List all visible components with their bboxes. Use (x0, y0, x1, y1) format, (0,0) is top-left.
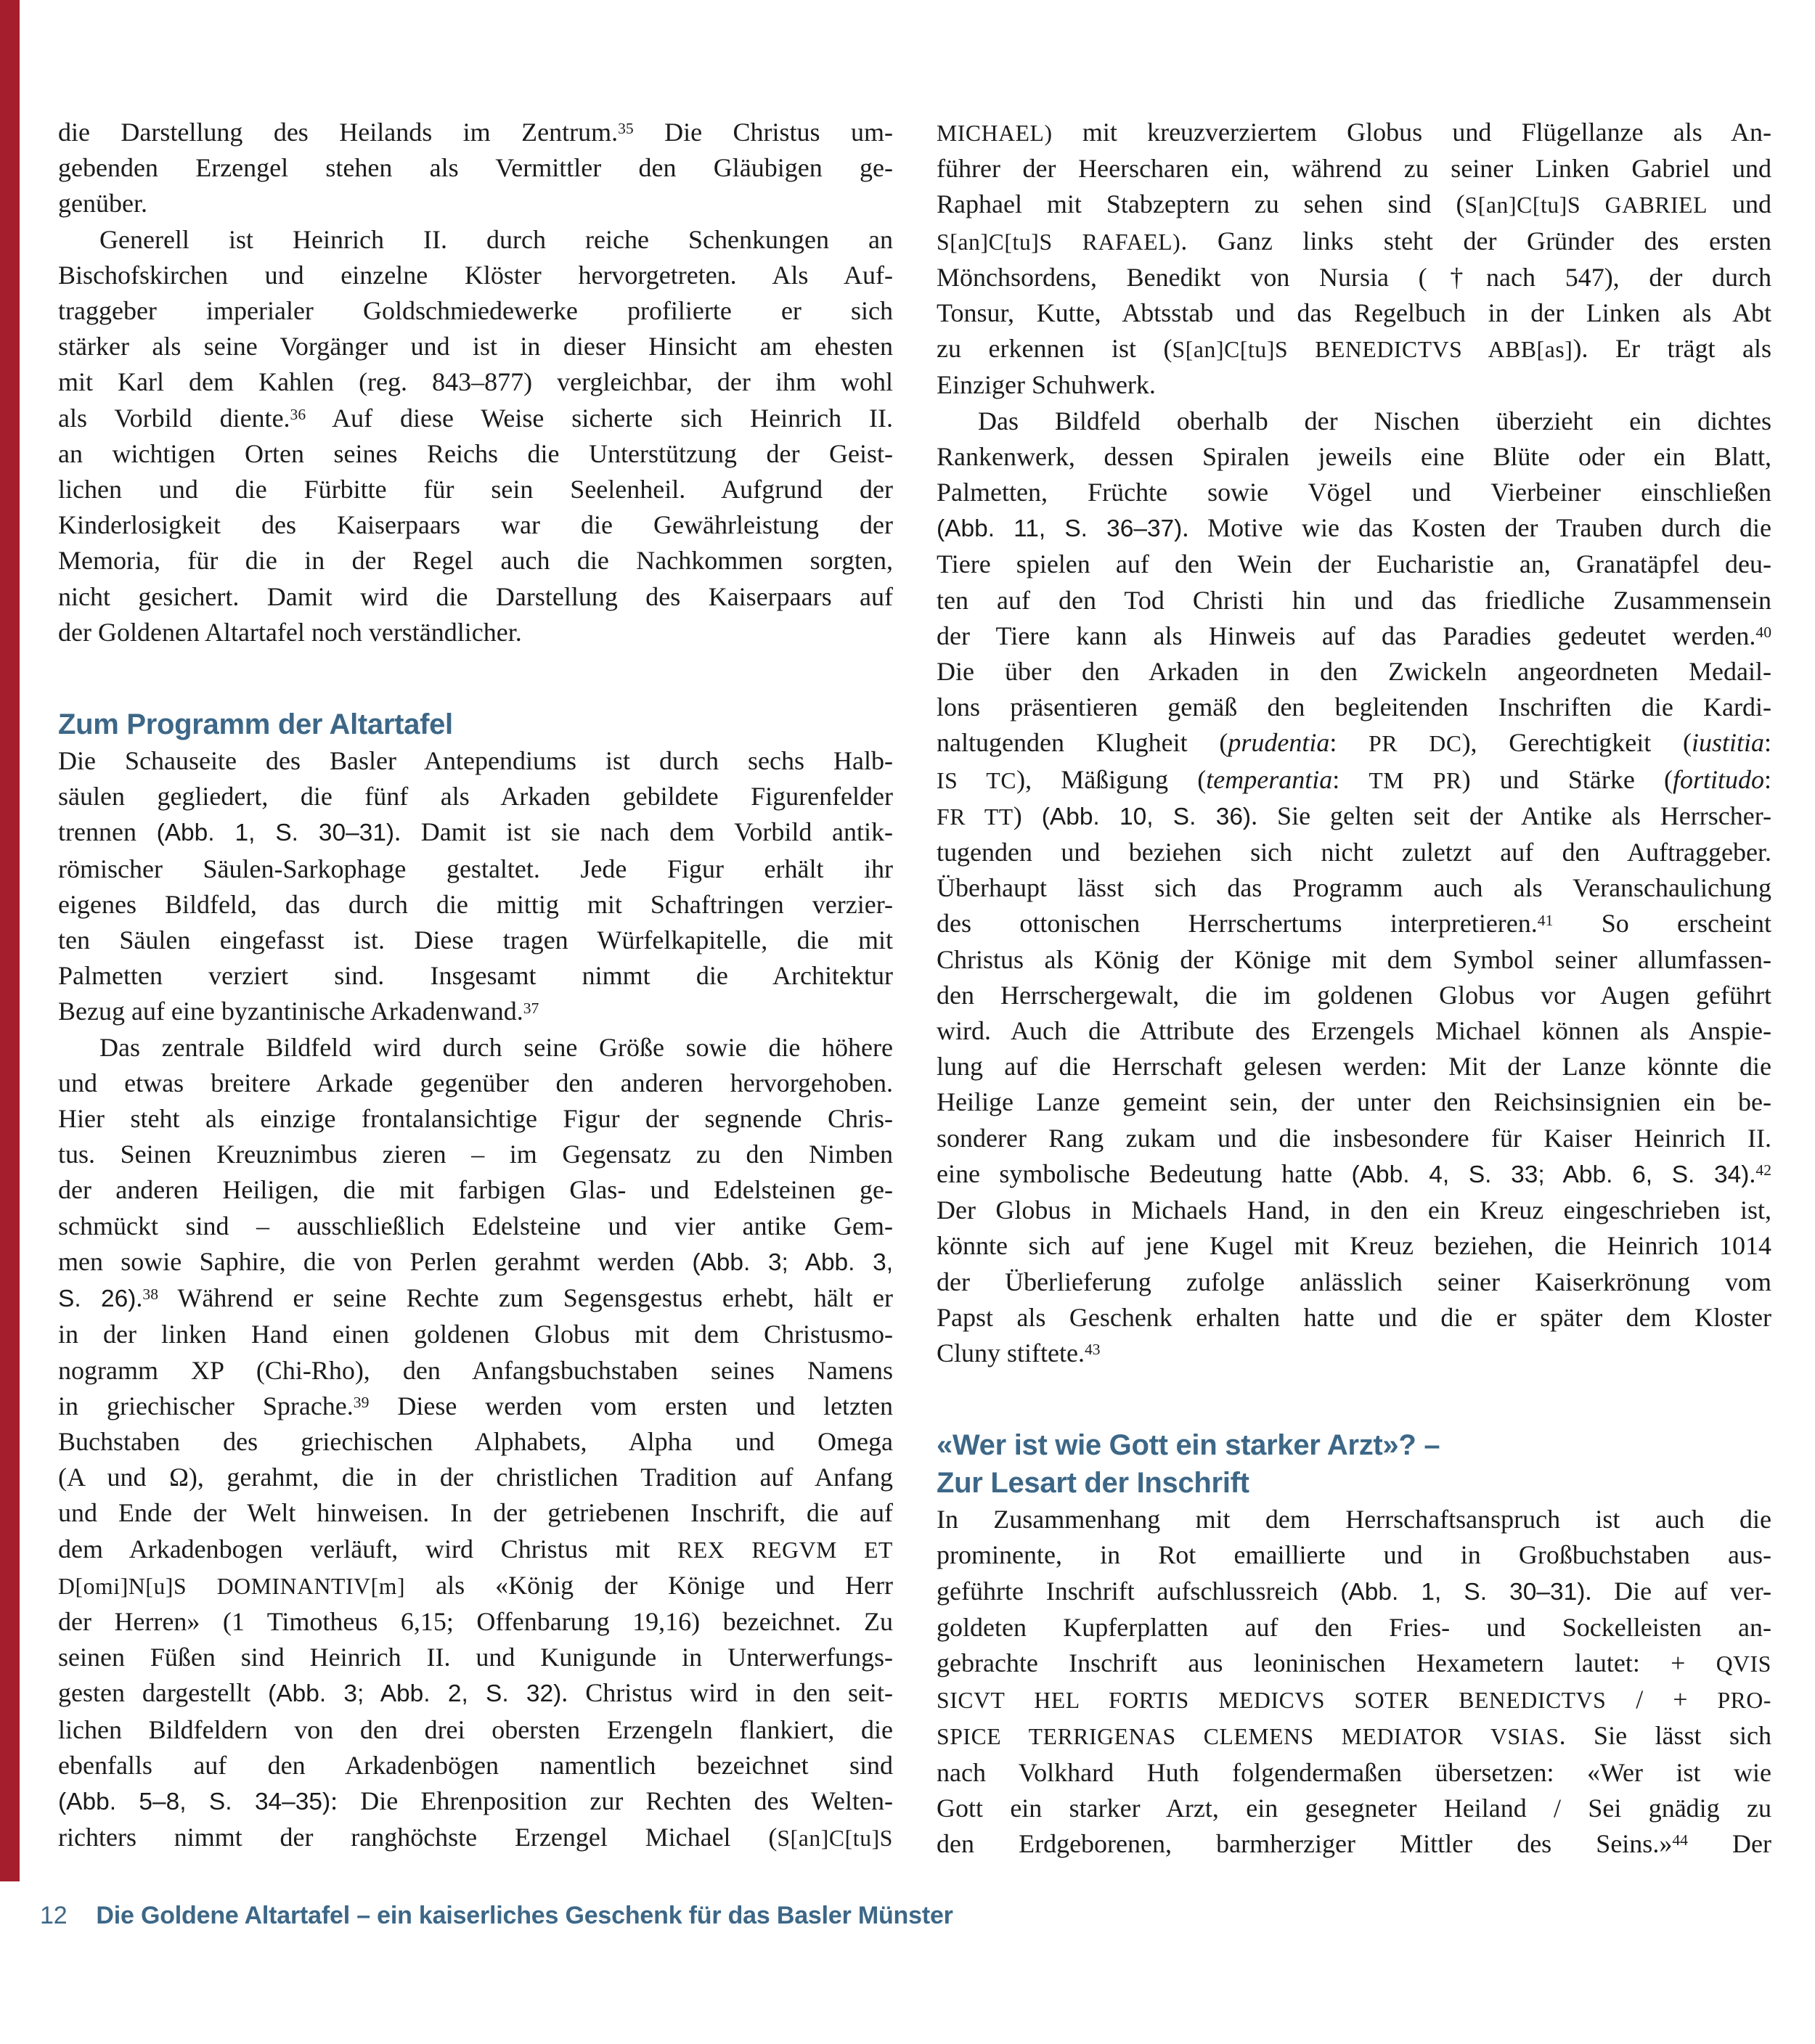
text-line: ten Säulen eingefasst ist. Diese tragen Würfelkapitelle, die mit (58, 925, 893, 955)
paragraph (58, 743, 893, 1030)
text-line: der Tiere kann als Hinweis auf das Paradies gedeutet werden.$^{40}$ (937, 621, 1771, 650)
footer-title: Die Goldene Altartafel – ein kaiserliches Geschenk für das Basler Münster (96, 1902, 953, 1929)
text-line: prominente, in Rot emaillierte und in Großbuchstaben aus- (937, 1540, 1771, 1570)
text-line: seinen Füßen sind Heinrich II. und Kunigunde in Unterwerfungs- (58, 1643, 893, 1672)
text-line: naltugenden Klugheit (prudentia: PR DC), Gerechtigkeit (iustitia: (937, 728, 1771, 758)
text-line: SPICE TERRIGENAS CLEMENS MEDIATOR VSIAS. Sie lässt sich (937, 1721, 1771, 1751)
paragraph (937, 404, 1771, 1371)
text-line: gebrachte Inschrift aus leoninischen Hexametern lautet: + QVIS (937, 1648, 1771, 1677)
text-line: Memoria, für die in der Regel auch die Nachkommen sorgten, (58, 546, 893, 576)
text-line: lung auf die Herrschaft gelesen werden: Mit der Lanze könnte die (937, 1052, 1771, 1082)
text-line: Das Bildfeld oberhalb der Nischen überzieht ein dichtes (978, 406, 1771, 436)
text-line: genüber. (58, 189, 147, 218)
page-footer (40, 1902, 953, 1930)
text-line: Mönchsordens, Benedikt von Nursia (†nach 547), der durch (937, 262, 1771, 292)
text-line: schmückt sind – ausschließlich Edelsteine und vier antike Gem- (58, 1211, 893, 1240)
paragraph (58, 115, 893, 222)
text-columns (58, 115, 1771, 1862)
text-line: Tonsur, Kutte, Abtsstab und das Regelbuch in der Linken als Abt (937, 298, 1771, 328)
text-line: S. 26).$^{38}$ Während er seine Rechte zum Segensgestus erhebt, hält er (58, 1283, 893, 1313)
text-line: Heilige Lanze gemeint sein, der unter den Reichsinsignien ein be- (937, 1087, 1771, 1117)
text-line: der Überlieferung zufolge anlässlich seiner Kaiserkrönung vom (937, 1267, 1771, 1296)
text-line: an wichtigen Orten seines Reichs die Unterstützung der Geist- (58, 438, 893, 468)
heading-line: «Wer ist wie Gott ein starker Arzt»? – (937, 1429, 1440, 1462)
text-line: dem Arkadenbogen verläuft, wird Christus mit REX REGVM ET (58, 1534, 893, 1563)
text-line: Die Schauseite des Basler Antependiums ist durch sechs Halb- (58, 746, 893, 776)
text-line: Der Globus in Michaels Hand, in den ein Kreuz eingeschrieben ist, (937, 1195, 1771, 1225)
text-line: Cluny stiftete.$^{43}$ (937, 1338, 1101, 1368)
text-line: MICHAEL) mit kreuzverziertem Globus und Flügellanze als An- (937, 118, 1771, 147)
text-line: nach Volkhard Huth folgendermaßen übersetzen: «Wer ist wie (937, 1757, 1771, 1787)
text-line: Palmetten verziert sind. Insgesamt nimmt die Architektur (58, 961, 893, 991)
page-number: 12 (40, 1902, 68, 1929)
text-line: (Abb. 11, S. 36–37). Motive wie das Kosten der Trauben durch die (937, 513, 1771, 543)
text-line: Generell ist Heinrich II. durch reiche Schenkungen an (99, 224, 893, 254)
text-line: der anderen Heiligen, die mit farbigen Glas- und Edelsteinen ge- (58, 1175, 893, 1205)
text-line: die Darstellung des Heilands im Zentrum.$^{35}$ Die Christus um- (58, 118, 893, 147)
text-line: der Goldenen Altartafel noch verständlicher. (58, 617, 522, 647)
text-line: könnte sich auf jene Kugel mit Kreuz beziehen, die Heinrich 1014 (937, 1231, 1771, 1261)
text-line: Raphael mit Stabzeptern zu sehen sind (S[an]C[tu]S GABRIEL und (937, 189, 1772, 219)
text-line: goldeten Kupferplatten auf den Fries- und Sockelleisten an- (937, 1612, 1771, 1642)
paragraph (58, 1030, 893, 1857)
section-heading (937, 1426, 1771, 1502)
text-line: tus. Seinen Kreuznimbus zieren – im Gegensatz zu den Nimben (58, 1140, 893, 1169)
text-line: (A und Ω), gerahmt, die in der christlichen Tradition auf Anfang (58, 1463, 893, 1492)
text-line: führer der Heerscharen ein, während zu seiner Linken Gabriel und (937, 154, 1771, 184)
text-line: trennen (Abb. 1, S. 30–31). Damit ist sie nach dem Vorbild antik- (58, 817, 894, 847)
text-line: und etwas breitere Arkade gegenüber den anderen hervorgehoben. (58, 1068, 893, 1097)
text-line: S[an]C[tu]S RAFAEL). Ganz links steht der Gründer des ersten (937, 226, 1771, 256)
text-line: sonderer Rang zukam und die insbesondere für Kaiser Heinrich II. (937, 1123, 1771, 1153)
paragraph (937, 1502, 1771, 1862)
text-line: den Herrschergewalt, die im goldenen Globus vor Augen geführt (937, 980, 1771, 1010)
text-line: In Zusammenhang mit dem Herrschaftsanspruch ist auch die (937, 1505, 1771, 1534)
heading-line: Zur Lesart der Inschrift (937, 1467, 1249, 1500)
text-line: eine symbolische Bedeutung hatte (Abb. 4, S. 33; Abb. 6, S. 34).$^{42}$ (937, 1158, 1771, 1188)
text-line: richters nimmt der ranghöchste Erzengel Michael (S[an]C[tu]S (58, 1823, 893, 1852)
text-line: geführte Inschrift aufschlussreich (Abb. 1, S. 30–31). Die auf ver- (937, 1576, 1771, 1606)
text-line: Bischofskirchen und einzelne Klöster hervorgetreten. Als Auf- (58, 260, 893, 290)
text-line: eigenes Bildfeld, das durch die mittig mit Schaftringen verzier- (58, 889, 893, 919)
text-line: Kinderlosigkeit des Kaiserpaars war die Gewährleistung der (58, 510, 893, 540)
column-left (58, 115, 893, 1862)
text-line: Buchstaben des griechischen Alphabets, Alpha und Omega (58, 1426, 893, 1456)
text-line: Das zentrale Bildfeld wird durch seine Größe sowie die höhere (99, 1032, 893, 1062)
text-line: zu erkennen ist (S[an]C[tu]S BENEDICTVS ABB[as]). Er trägt als (937, 334, 1772, 364)
text-line: Palmetten, Früchte sowie Vögel und Vierbeiner einschließen (937, 478, 1771, 507)
text-line: ten auf den Tod Christi hin und das friedliche Zusammensein (937, 585, 1771, 615)
text-line: in der linken Hand einen goldenen Globus mit dem Christusmo- (58, 1320, 893, 1349)
text-line: gesten dargestellt (Abb. 3; Abb. 2, S. 32). Christus wird in den seit- (58, 1678, 893, 1708)
heading-line: Zum Programm der Altartafel (58, 708, 453, 741)
text-line: Hier steht als einzige frontalansichtige Figur der segnende Chris- (58, 1104, 893, 1134)
paragraph (937, 115, 1771, 404)
text-line: Christus als König der Könige mit dem Symbol seiner allumfassen- (937, 944, 1771, 974)
text-line: in griechischer Sprache.$^{39}$ Diese werden vom ersten und letzten (58, 1391, 894, 1420)
text-line: nogramm XP (Chi-Rho), den Anfangsbuchstaben seines Namens (58, 1355, 893, 1385)
text-line: Überhaupt lässt sich das Programm auch als Veranschaulichung (937, 873, 1771, 903)
text-line: römischer Säulen-Sarkophage gestaltet. Jede Figur erhält ihr (58, 854, 893, 883)
section-heading (58, 706, 893, 743)
text-line: tugenden und beziehen sich nicht zuletzt auf den Auftraggeber. (937, 838, 1771, 867)
text-line: Papst als Geschenk erhalten hatte und die er später dem Kloster (937, 1302, 1771, 1332)
column-right (937, 115, 1771, 1862)
text-line: Die über den Arkaden in den Zwickeln angeordneten Medail- (937, 657, 1771, 687)
text-line: Tiere spielen auf den Wein der Eucharistie an, Granatäpfel deu- (937, 549, 1771, 579)
text-line: SICVT HEL FORTIS MEDICVS SOTER BENEDICTVS / + PRO- (937, 1685, 1772, 1714)
text-line: gebenden Erzengel stehen als Vermittler den Gläubigen ge- (58, 153, 893, 183)
text-line: men sowie Saphire, die von Perlen gerahmt werden (Abb. 3; Abb. 3, (58, 1246, 894, 1276)
text-line: nicht gesichert. Damit wird die Darstellung des Kaiserpaars auf (58, 581, 893, 611)
text-line: (Abb. 5–8, S. 34–35): Die Ehrenposition zur Rechten des Welten- (58, 1786, 893, 1815)
text-line: der Herren» (1 Timotheus 6,15; Offenbarung 19,16) bezeichnet. Zu (58, 1606, 893, 1636)
text-line: lichen Bildfeldern von den drei obersten Erzengeln flankiert, die (58, 1714, 893, 1744)
red-page-edge-strip (0, 0, 20, 1881)
text-line: mit Karl dem Kahlen (reg. 843–877) vergleichbar, der ihm wohl (58, 367, 893, 397)
text-line: Bezug auf eine byzantinische Arkadenwand.$^{37}$ (58, 997, 539, 1026)
text-line: lons präsentieren gemäß den begleitenden Inschriften die Kardi- (937, 692, 1771, 722)
text-line: traggeber imperialer Goldschmiedewerke profilierte er sich (58, 296, 893, 326)
text-line: wird. Auch die Attribute des Erzengels Michael können als Anspie- (937, 1016, 1771, 1046)
text-line: als Vorbild diente.$^{36}$ Auf diese Weise sicherte sich Heinrich II. (58, 403, 893, 433)
text-line: stärker als seine Vorgänger und ist in dieser Hinsicht am ehesten (58, 332, 893, 361)
text-line: und Ende der Welt hinweisen. In der getriebenen Inschrift, die auf (58, 1498, 893, 1528)
text-line: lichen und die Fürbitte für sein Seelenheil. Aufgrund der (58, 475, 893, 504)
paragraph (58, 222, 893, 650)
text-line: Gott ein starker Arzt, ein gesegneter Heiland / Sei gnädig zu (937, 1793, 1771, 1823)
text-line: D[omi]N[u]S DOMINANTIV[m] als «König der Könige und Herr (58, 1570, 894, 1600)
text-line: den Erdgeborenen, barmherziger Mittler des Seins.»$^{44}$ Der (937, 1828, 1772, 1858)
text-line: Einziger Schuhwerk. (937, 370, 1156, 400)
text-line: FR TT) (Abb. 10, S. 36). Sie gelten seit der Antike als Herrscher- (937, 801, 1771, 830)
text-line: IS TC), Mäßigung (temperantia: TM PR) und Stärke (fortitudo: (937, 764, 1771, 794)
text-line: des ottonischen Herrschertums interpretieren.$^{41}$ So erscheint (937, 909, 1771, 939)
text-line: ebenfalls auf den Arkadenbögen namentlich bezeichnet sind (58, 1750, 893, 1780)
text-line: säulen gegliedert, die fünf als Arkaden gebildete Figurenfelder (58, 782, 893, 812)
text-line: Rankenwerk, dessen Spiralen jeweils eine Blüte oder ein Blatt, (937, 441, 1771, 471)
